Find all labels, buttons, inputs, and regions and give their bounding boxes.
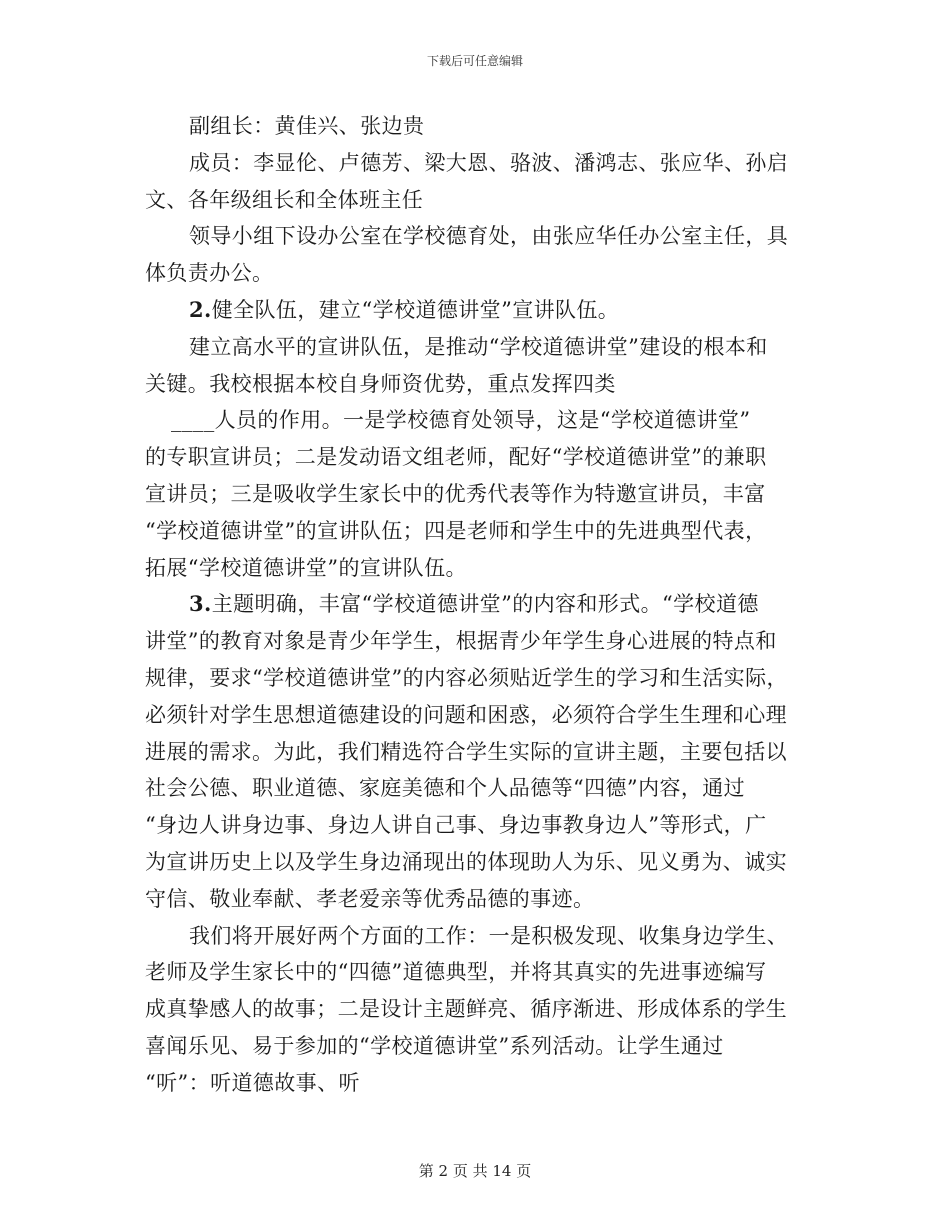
line-text: ____人员的作用。一是学校德育处领导，这是“学校道德讲堂”	[171, 408, 751, 433]
line-text: 老师及学生家长中的“四德”道德典型，并将其真实的先进事迹编写	[145, 960, 767, 985]
text-line	[145, 807, 810, 844]
line-text: 文、各年级组长和全体班主任	[145, 187, 424, 212]
text-line	[145, 476, 810, 513]
line-text: 关键。我校根据本校自身师资优势，重点发挥四类	[145, 371, 616, 396]
text-line	[145, 108, 810, 145]
text-line	[145, 439, 810, 476]
line-text: 讲堂”的教育对象是青少年学生，根据青少年学生身心进展的特点和	[145, 629, 777, 654]
text-line	[145, 292, 810, 329]
text-line	[145, 734, 810, 771]
line-text: 为宣讲历史上以及学生身边涌现出的体现助人为乐、见义勇为、诚实	[145, 849, 787, 874]
line-text: 拓展“学校道德讲堂”的宣讲队伍。	[145, 555, 467, 580]
line-text: “听”：听道德故事、听	[145, 1070, 360, 1095]
text-line	[145, 844, 810, 881]
list-number: 3.	[189, 591, 212, 617]
line-text: 健全队伍，建立“学校道德讲堂”宣讲队伍。	[211, 297, 620, 322]
text-line	[145, 550, 810, 587]
document-body	[145, 108, 810, 1102]
text-line	[145, 623, 810, 660]
line-text: 规律，要求“学校道德讲堂”的内容必须贴近学生的学习和生活实际，	[145, 665, 788, 690]
text-line	[145, 218, 810, 255]
line-text: 必须针对学生思想道德建设的问题和困惑，必须符合学生生理和心理	[145, 702, 787, 727]
line-text: 体负责办公。	[145, 261, 274, 286]
line-text: 副组长：黄佳兴、张边贵	[189, 114, 425, 138]
text-line	[145, 697, 810, 734]
line-text: 建立高水平的宣讲队伍，是推动“学校道德讲堂”建设的根本和	[189, 334, 768, 359]
text-line	[145, 586, 810, 623]
list-number: 2.	[189, 296, 212, 322]
text-line	[145, 1065, 810, 1102]
line-text: “学校道德讲堂”的宣讲队伍；四是老师和学生中的先进典型代表，	[145, 518, 767, 543]
line-text: 成员：李显伦、卢德芳、梁大恩、骆波、潘鸿志、张应华、孙启	[189, 150, 789, 175]
line-text: “身边人讲身边事、身边人讲自己事、身边事教身边人”等形式，广	[145, 813, 767, 838]
line-text: 成真挚感人的故事；二是设计主题鲜亮、循序渐进、形成体系的学生	[145, 997, 787, 1022]
text-line	[145, 513, 810, 550]
text-line	[145, 1028, 810, 1065]
line-text: 守信、敬业奉献、孝老爱亲等优秀品德的事迹。	[145, 886, 595, 911]
line-text: 领导小组下设办公室在学校德育处，由张应华任办公室主任，具	[189, 224, 789, 249]
line-text: 我们将开展好两个方面的工作：一是积极发现、收集身边学生、	[189, 923, 789, 948]
line-text: 社会公德、职业道德、家庭美德和个人品德等“四德”内容，通过	[145, 776, 746, 801]
text-line	[145, 402, 810, 439]
text-line	[145, 255, 810, 292]
line-text: 的专职宣讲员；二是发动语文组老师，配好“学校道德讲堂”的兼职	[145, 445, 767, 470]
line-text: 宣讲员；三是吸收学生家长中的优秀代表等作为特邀宣讲员，丰富	[145, 481, 766, 506]
text-line	[145, 145, 810, 182]
line-text: 主题明确，丰富“学校道德讲堂”的内容和形式。“学校道德	[211, 592, 759, 617]
line-text: 进展的需求。为此，我们精选符合学生实际的宣讲主题，主要包括以	[145, 739, 787, 764]
text-line	[145, 770, 810, 807]
text-line	[145, 329, 810, 366]
line-text: 喜闻乐见、易于参加的“学校道德讲堂”系列活动。让学生通过	[145, 1033, 724, 1058]
text-line	[145, 954, 810, 991]
page-footer: 第 2 页 共 14 页	[418, 1162, 532, 1180]
text-line	[145, 991, 810, 1028]
text-line	[145, 182, 810, 219]
text-line	[145, 881, 810, 918]
text-line	[145, 366, 810, 403]
page-header: 下载后可任意编辑	[426, 54, 523, 68]
text-line	[145, 660, 810, 697]
text-line	[145, 918, 810, 955]
